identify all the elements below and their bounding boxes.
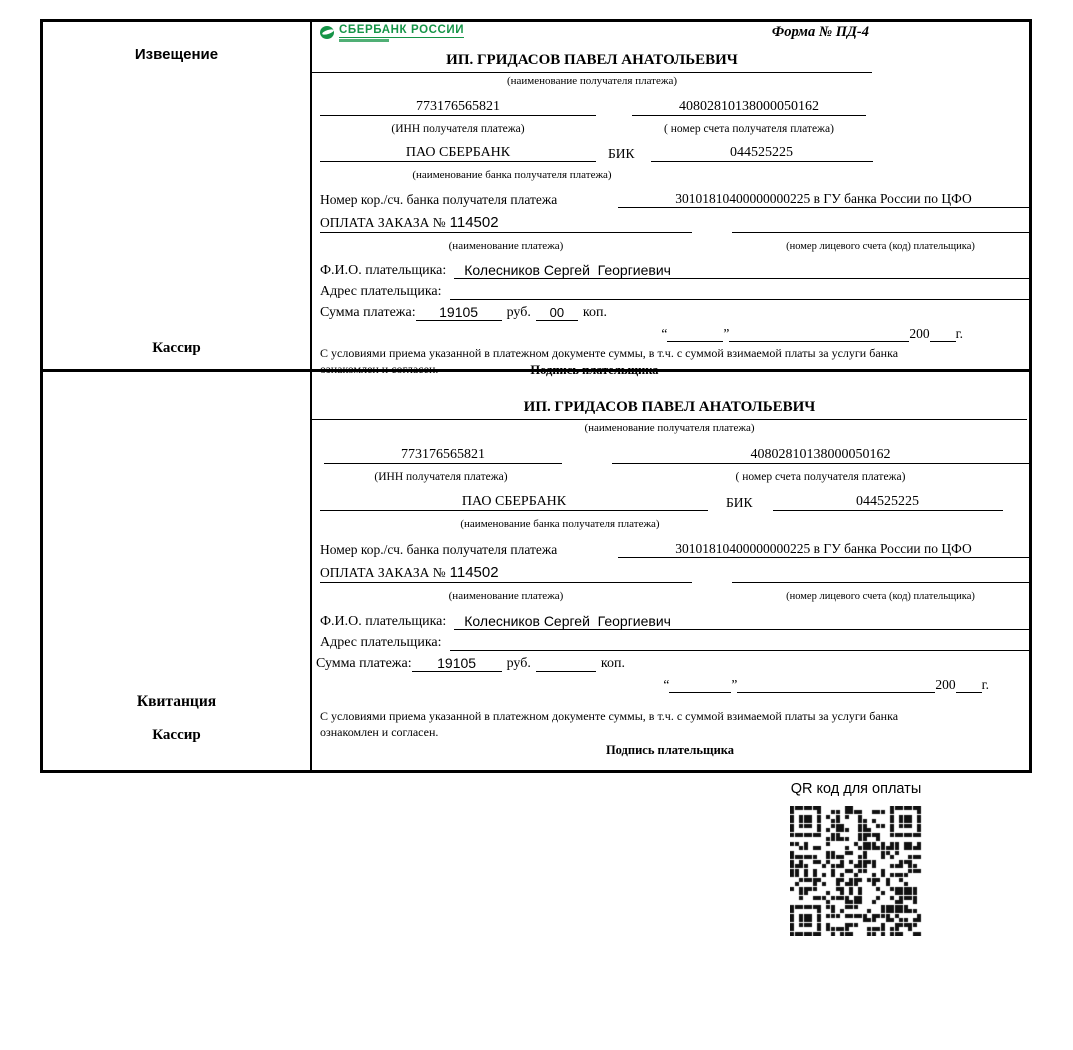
- notice-stub: [43, 22, 312, 369]
- agreement-text: [320, 709, 980, 741]
- payer-label: Ф.И.О. плательщика:: [320, 263, 447, 278]
- personal-account-blank: [732, 560, 1029, 583]
- notice-title: Извещение: [134, 46, 219, 63]
- inn-caption: (ИНН получателя платежа): [391, 123, 525, 135]
- qr-block: [786, 781, 926, 936]
- bik-label: БИК: [726, 495, 753, 510]
- receipt-title: Квитанция: [136, 693, 217, 710]
- payment-form-pd4: [40, 19, 1032, 773]
- corr-label: Номер кор./сч. банка получателя платежа: [320, 542, 558, 557]
- cashier-label: Кассир: [152, 727, 201, 743]
- bank-caption: (наименование банка получателя платежа): [412, 169, 612, 181]
- payee-caption: (наименование получателя платежа): [506, 75, 678, 87]
- payee-name: ИП. ГРИДАСОВ ПАВЕЛ АНАТОЛЬЕВИЧ: [312, 396, 1027, 420]
- purpose-label: ОПЛАТА ЗАКАЗА №: [320, 565, 446, 580]
- notice-body: [312, 22, 1029, 377]
- cashier-label: Кассир: [152, 340, 201, 356]
- personal-account-caption: (номер лицевого счета (код) плательщика): [786, 241, 975, 252]
- year-prefix: 200: [935, 677, 956, 692]
- quote-close: ”: [731, 677, 738, 692]
- purpose-line: [320, 564, 692, 583]
- address-blank: [450, 629, 1029, 651]
- address-label: Адрес плательщика:: [320, 284, 442, 299]
- rub-label: руб.: [506, 656, 531, 671]
- purpose-caption: (наименование платежа): [448, 590, 564, 602]
- account-value: 40802810138000050162: [612, 447, 1029, 464]
- corr-label: Номер кор./сч. банка получателя платежа: [320, 192, 558, 207]
- bik-label: БИК: [608, 146, 635, 161]
- account-value: 40802810138000050162: [632, 99, 866, 116]
- address-blank: [450, 278, 1029, 300]
- bik-value: 044525225: [651, 145, 873, 162]
- year-suffix: г.: [981, 677, 989, 692]
- date-line: [320, 321, 963, 342]
- inn-value: 773176565821: [320, 99, 596, 116]
- rub-label: руб.: [506, 305, 531, 320]
- kop-value: [536, 671, 596, 672]
- purpose-label: ОПЛАТА ЗАКАЗА №: [320, 215, 446, 230]
- quote-open: “: [661, 326, 668, 341]
- section-receipt: [43, 369, 1029, 770]
- signature-label: Подпись плательщика: [605, 742, 735, 757]
- payee-caption: (наименование получателя платежа): [584, 422, 755, 434]
- amount-value: 19105: [416, 304, 502, 321]
- quote-close: ”: [723, 326, 730, 341]
- brand-name: СБЕРБАНК РОССИИ: [339, 24, 465, 36]
- quote-open: “: [663, 677, 670, 692]
- date-day-blank: [667, 320, 723, 342]
- agreement-line2: ознакомлен и согласен.: [320, 724, 439, 739]
- date-month-blank: [737, 671, 935, 693]
- payer-name: Колесников Сергей Георгиевич: [454, 613, 1029, 630]
- receipt-body: [312, 372, 1029, 770]
- sberbank-logo: [320, 24, 464, 42]
- date-year-blank: [956, 671, 982, 693]
- account-caption: ( номер счета получателя платежа): [664, 123, 834, 135]
- date-month-blank: [729, 320, 909, 342]
- personal-account-caption: (номер лицевого счета (код) плательщика): [786, 591, 975, 602]
- inn-caption: (ИНН получателя платежа): [374, 471, 508, 483]
- purpose-caption: (наименование платежа): [448, 240, 564, 252]
- corr-value: 30101810400000000225 в ГУ банка России по ЦФО: [618, 541, 1029, 558]
- order-number: 114502: [449, 214, 499, 231]
- agreement-line1: С условиями приема указанной в платежном документе суммы, в т.ч. с суммой взимаемой платы за услуги банка: [320, 709, 899, 723]
- kop-label: коп.: [582, 305, 607, 320]
- form-number: Форма № ПД-4: [771, 24, 869, 40]
- amount-label: Сумма платежа:: [316, 656, 412, 671]
- logo-row: [320, 22, 1029, 50]
- year-prefix: 200: [909, 326, 930, 341]
- corr-value: 30101810400000000225 в ГУ банка России по ЦФО: [618, 191, 1029, 208]
- year-suffix: г.: [955, 326, 963, 341]
- date-year-blank: [930, 320, 956, 342]
- bank-name: ПАО СБЕРБАНК: [320, 494, 708, 511]
- agreement-line2: ознакомлен и согласен.: [320, 361, 439, 376]
- brand-tagline-bar: [339, 39, 389, 42]
- kop-label: коп.: [600, 656, 625, 671]
- kop-value: 00: [536, 305, 578, 321]
- purpose-line: [320, 214, 692, 233]
- signature-label: Подпись плательщика: [530, 362, 659, 377]
- amount-value: 19105: [412, 655, 502, 672]
- bank-caption: (наименование банка получателя платежа): [460, 518, 660, 530]
- payee-name: ИП. ГРИДАСОВ ПАВЕЛ АНАТОЛЬЕВИЧ: [312, 50, 872, 73]
- bank-name: ПАО СБЕРБАНК: [320, 145, 596, 162]
- inn-value: 773176565821: [324, 447, 562, 464]
- order-number: 114502: [449, 564, 499, 581]
- section-notice: [43, 22, 1029, 377]
- payer-name: Колесников Сергей Георгиевич: [454, 262, 1029, 279]
- amount-label: Сумма платежа:: [320, 305, 416, 320]
- account-caption: ( номер счета получателя платежа): [735, 471, 906, 483]
- receipt-stub: [43, 372, 312, 770]
- qr-caption: QR код для оплаты: [790, 781, 922, 797]
- qr-code: [790, 806, 922, 936]
- agreement-line1: С условиями приема указанной в платежном документе суммы, в т.ч. с суммой взимаемой платы за услуги банка: [320, 346, 899, 360]
- address-label: Адрес плательщика:: [320, 635, 442, 650]
- payer-label: Ф.И.О. плательщика:: [320, 614, 447, 629]
- sberbank-coin-icon: [320, 26, 334, 39]
- date-day-blank: [669, 671, 731, 693]
- bik-value: 044525225: [773, 494, 1003, 511]
- personal-account-blank: [732, 210, 1029, 233]
- date-line: [320, 672, 989, 693]
